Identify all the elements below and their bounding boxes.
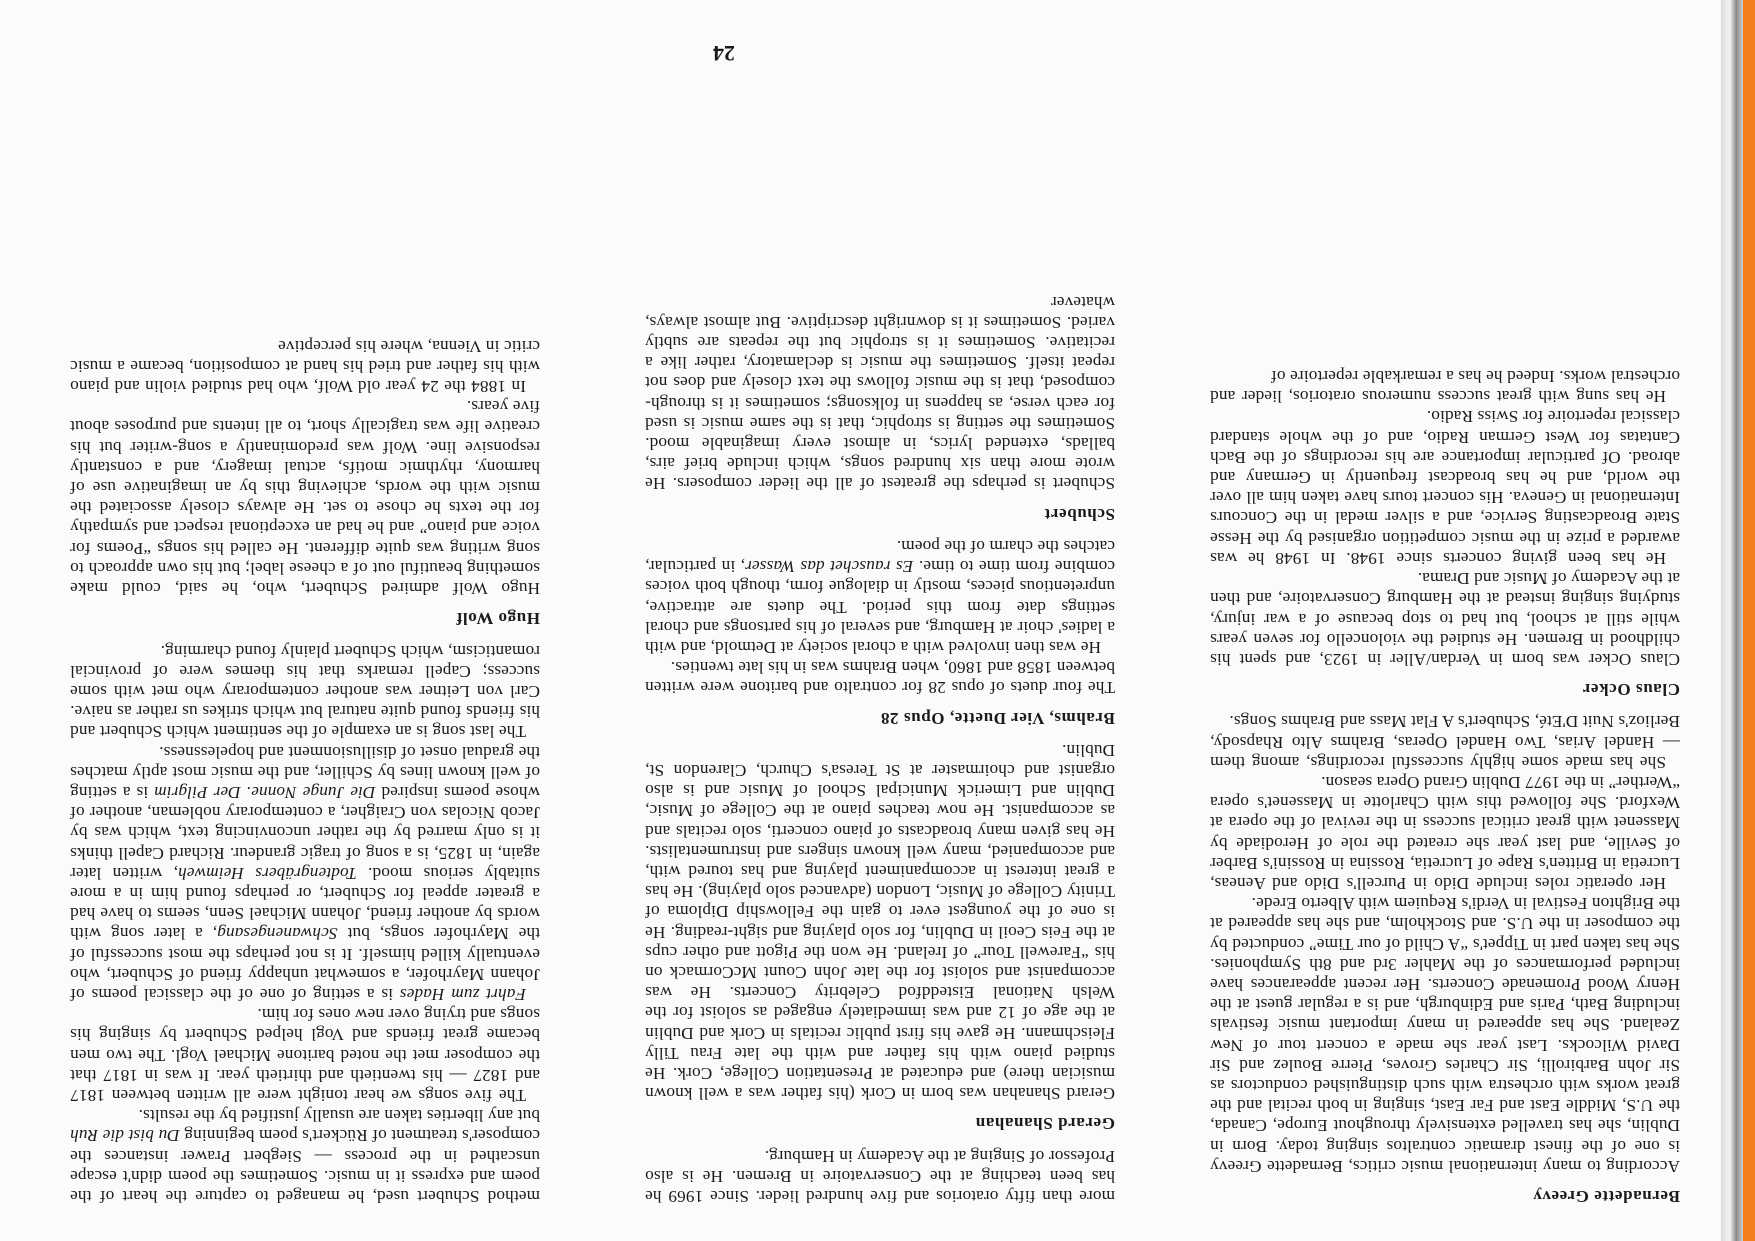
column-3 [70,56,540,1206]
paragraph: He has sung with great success numerous oratorios, lieder and orchestral works. Indeed he has a remarkable repertoire of [1210,367,1680,407]
paragraph: Schubert is perhaps the greatest of all the lieder composers. He wrote more than six hundred songs, which include brief airs, ballads, extended lyrics, in almost every imaginable mood. Sometimes the setting is strophic, that is the same music is used for each verse, as happens in folksongs; sometimes it is through-composed, that is the music follows the text closely and does not repeat itself. Sometimes the music is declamatory, rather like a recitative. Sometimes it is strophic but the repeats are subtly varied. Sometimes it is downright descriptive. But almost always, whatever [645,292,1115,494]
paragraph: Gerard Shanahan was born in Cork (his father was a well known musician there) and educated at Presentation College, Cork. He studied piano with his father and with the late Frau Tilly Fleischmann. He gave his first public recitals in Cork and Dublin at the age of 12 and was immediately engaged as soloist for the Welsh National Eisteddfod Celebrity Concerts. He was accompanist and soloist for the late John Count McCormack on his “Farewell Tour” of Ireland. He won the Pigott and other cups at the Feis Ceoil in Dublin, for solo playing and sight-reading. He is one of the youngest ever to gain the Fellowship Diploma of Trinity College of Music, London (advanced solo playing). He has a great interest in accompaniment playing and has toured with, and accompanied, many well known singers and instrumentalists. He has given many broadcasts of piano concerti, solo recitals and as accompanist. He now teaches piano at the College of Music, Dublin and Limerick Municipal School of Music and is also organist and choirmaster at St Teresa's Church, Clarendon St, Dublin. [645,740,1115,1104]
section-heading: Brahms, Vier Duette, Opus 28 [880,708,1115,728]
paragraph: The last song is an example of the sentiment which Schubert and his friends found quite natural but which strikes us rather as naive. Carl von Leitner was another contemporary who met with some success; Capell remarks that his themes were of provincial romanticism, which Schubert plainly found charming. [70,641,540,742]
paragraph: The four duets of opus 28 for contralto and baritone were written between 1858 and 1860, when Brahms was in his late twenties. [645,658,1115,698]
binding-edge-orange [1743,0,1755,1241]
paragraph: Claus Ocker was born in Verdan/Aller in 1923, and spent his childhood in Bremen. He studied the violoncello for seven years while still at school, but had to stop because of a war injury, studying singing instead at the Hamburg Conservatoire, and then at the Academy of Music and Drama. [1210,569,1680,669]
section-heading: Claus Ocker [1582,680,1680,700]
paragraph: The five songs we hear tonight were all written between 1817 and 1827 — his twentieth and thirtieth year. It was in 1817 that the composer met the noted baritone Michael Vogl. The two men became great friends and Vogl helped Schubert by singing his songs and trying over new ones for him. [70,1005,540,1105]
section-heading: Gerard Shanahan [975,1114,1115,1134]
column-2 [645,56,1115,1206]
paragraph: He has been giving concerts since 1948. In 1948 he was awarded a prize in the music competition organised by the Hesse State Broadcasting Service, and a silver medal in the Concours International in Geneva. His concert tours have taken him all over the world, and he has broadcast frequently in Germany and abroad. Of particular importance are his recordings of the Bach Cantatas for West German Radio, and of the whole standard classical repertoire for Swiss Radio. [1210,407,1680,568]
paragraph: Fahrt zum Hades is a setting of one of the classical poems of Johann Mayrhofer, a somewhat unhappy friend of Schubert, who eventually killed himself. It is not perhaps the most successful of the Mayrhofer songs, but Schwanengesang, a later song with words by another friend, Johann Michael Senn, seems to have had a greater appeal for Schubert, or perhaps found him in a more suitably serious mood. Todtengräbers Heimweh, written later again, in 1825, is a song of tragic grandeur. Richard Capell thinks it is only marred by the rather unconvincing text, which was by Jacob Nicolas von Craigher, a contemporary nobleman, another of whose poems inspired Die Junge Nonne. Der Pilgrim is a setting of well known lines by Schiller, and the music most aptly matches the gradual onset of disillusionment and hopelessness. [70,742,540,1004]
paragraph: more than fifty oratorios and five hundred lieder. Since 1969 he has been teaching at the Conservatoire in Bremen. He is also Professor of Singing at the Academy in Hamburg. [645,1146,1115,1206]
binding-edge-shadow [1721,0,1743,1241]
paragraph: She has made some highly successful recordings, among them — Handel Arias, Two Handel Operas, Brahms Alto Rhapsody, Berlioz's Nuit D'Eté, Schubert's A Flat Mass and Brahms Songs. [1210,712,1680,772]
paragraph: In 1884 the 24 year old Wolf, who had studied violin and piano with his father and tried his hand at composition, became a music critic in Vienna, where his perceptive [70,336,540,397]
page-number: 24 [713,41,735,66]
paragraph: He was then involved with a choral society at Detmold, and with a ladies' choir at Hamburg, and several of his partsongs and choral settings date from this period. The duets are attractive, unpretentious pieces, mostly in dialogue form, though both voices combine from time to time. Es rauschet das Wasser, in particular, catches the charm of the poem. [645,536,1115,657]
section-heading: Bernadette Greevy [1532,1187,1680,1206]
column-1 [1210,56,1680,1206]
paragraph: Her operatic roles include Dido in Purcell's Dido and Aeneas, Lucretia in Britten's Rape of Lucretia, Rossina in Rossini's Barber of Seville, and last year she created the role of Herodiade by Massenet with great critical success in the revival of the opera at Wexford. She followed this with Charlotte in Massenet's opera “Werther” in the 1977 Dublin Grand Opera season. [1210,772,1680,893]
paragraph: According to many international music critics, Bernadette Greevy is one of the finest dramatic contraltos singing today. Born in Dublin, she has travelled extensively throughout Europe, Canada, the U.S, Middle East and Far East, singing in both recital and the great works with orchestra with such distinguished conductors as Sir John Barbirolli, Sir Charles Groves, Pierre Boulez and Sir David Wilcocks. Last year she made a concert tour of New Zealand. She has appeared in many important music festivals including Bath, Paris and Edinburgh, and is a regular guest at the Henry Wood Promenade Concerts. Her recent appearances have included performances of the Mahler 3rd and 8th Symphonies. She has taken part in Tippet's “A Child of our Time” conducted by the composer in the U.S. and Stockholm, and she has appeared at the Brighton Festival in Verdi's Requiem with Alberto Erede. [1210,894,1680,1176]
section-heading: Hugo Wolf [456,609,540,629]
paragraph: method Schubert used, he managed to capture the heart of the poem and express it in music. Sometimes the poem didn't escape unscathed in the process — Siegbert Prawer instances the composer's treatment of Rückert's poem beginning Du bist die Ruh but any liberties taken are usually justified by the results. [70,1106,540,1206]
paragraph: Hugo Wolf admired Schubert, who, he said, could make something beautiful out of a cheese label; but his own approach to song writing was quite different. He called his songs “Poems for voice and piano” and he had an exceptional respect and sympathy for the texts he chose to set. He always closely associated the music with the words, achieving this by an imaginative use of harmony, rhythmic motifs, actual imagery, and a constantly responsive line. Wolf was predominantly a song-writer but his creative life was tragically short, to all intents and purposes about five years. [70,397,540,599]
section-heading: Schubert [1044,504,1115,524]
